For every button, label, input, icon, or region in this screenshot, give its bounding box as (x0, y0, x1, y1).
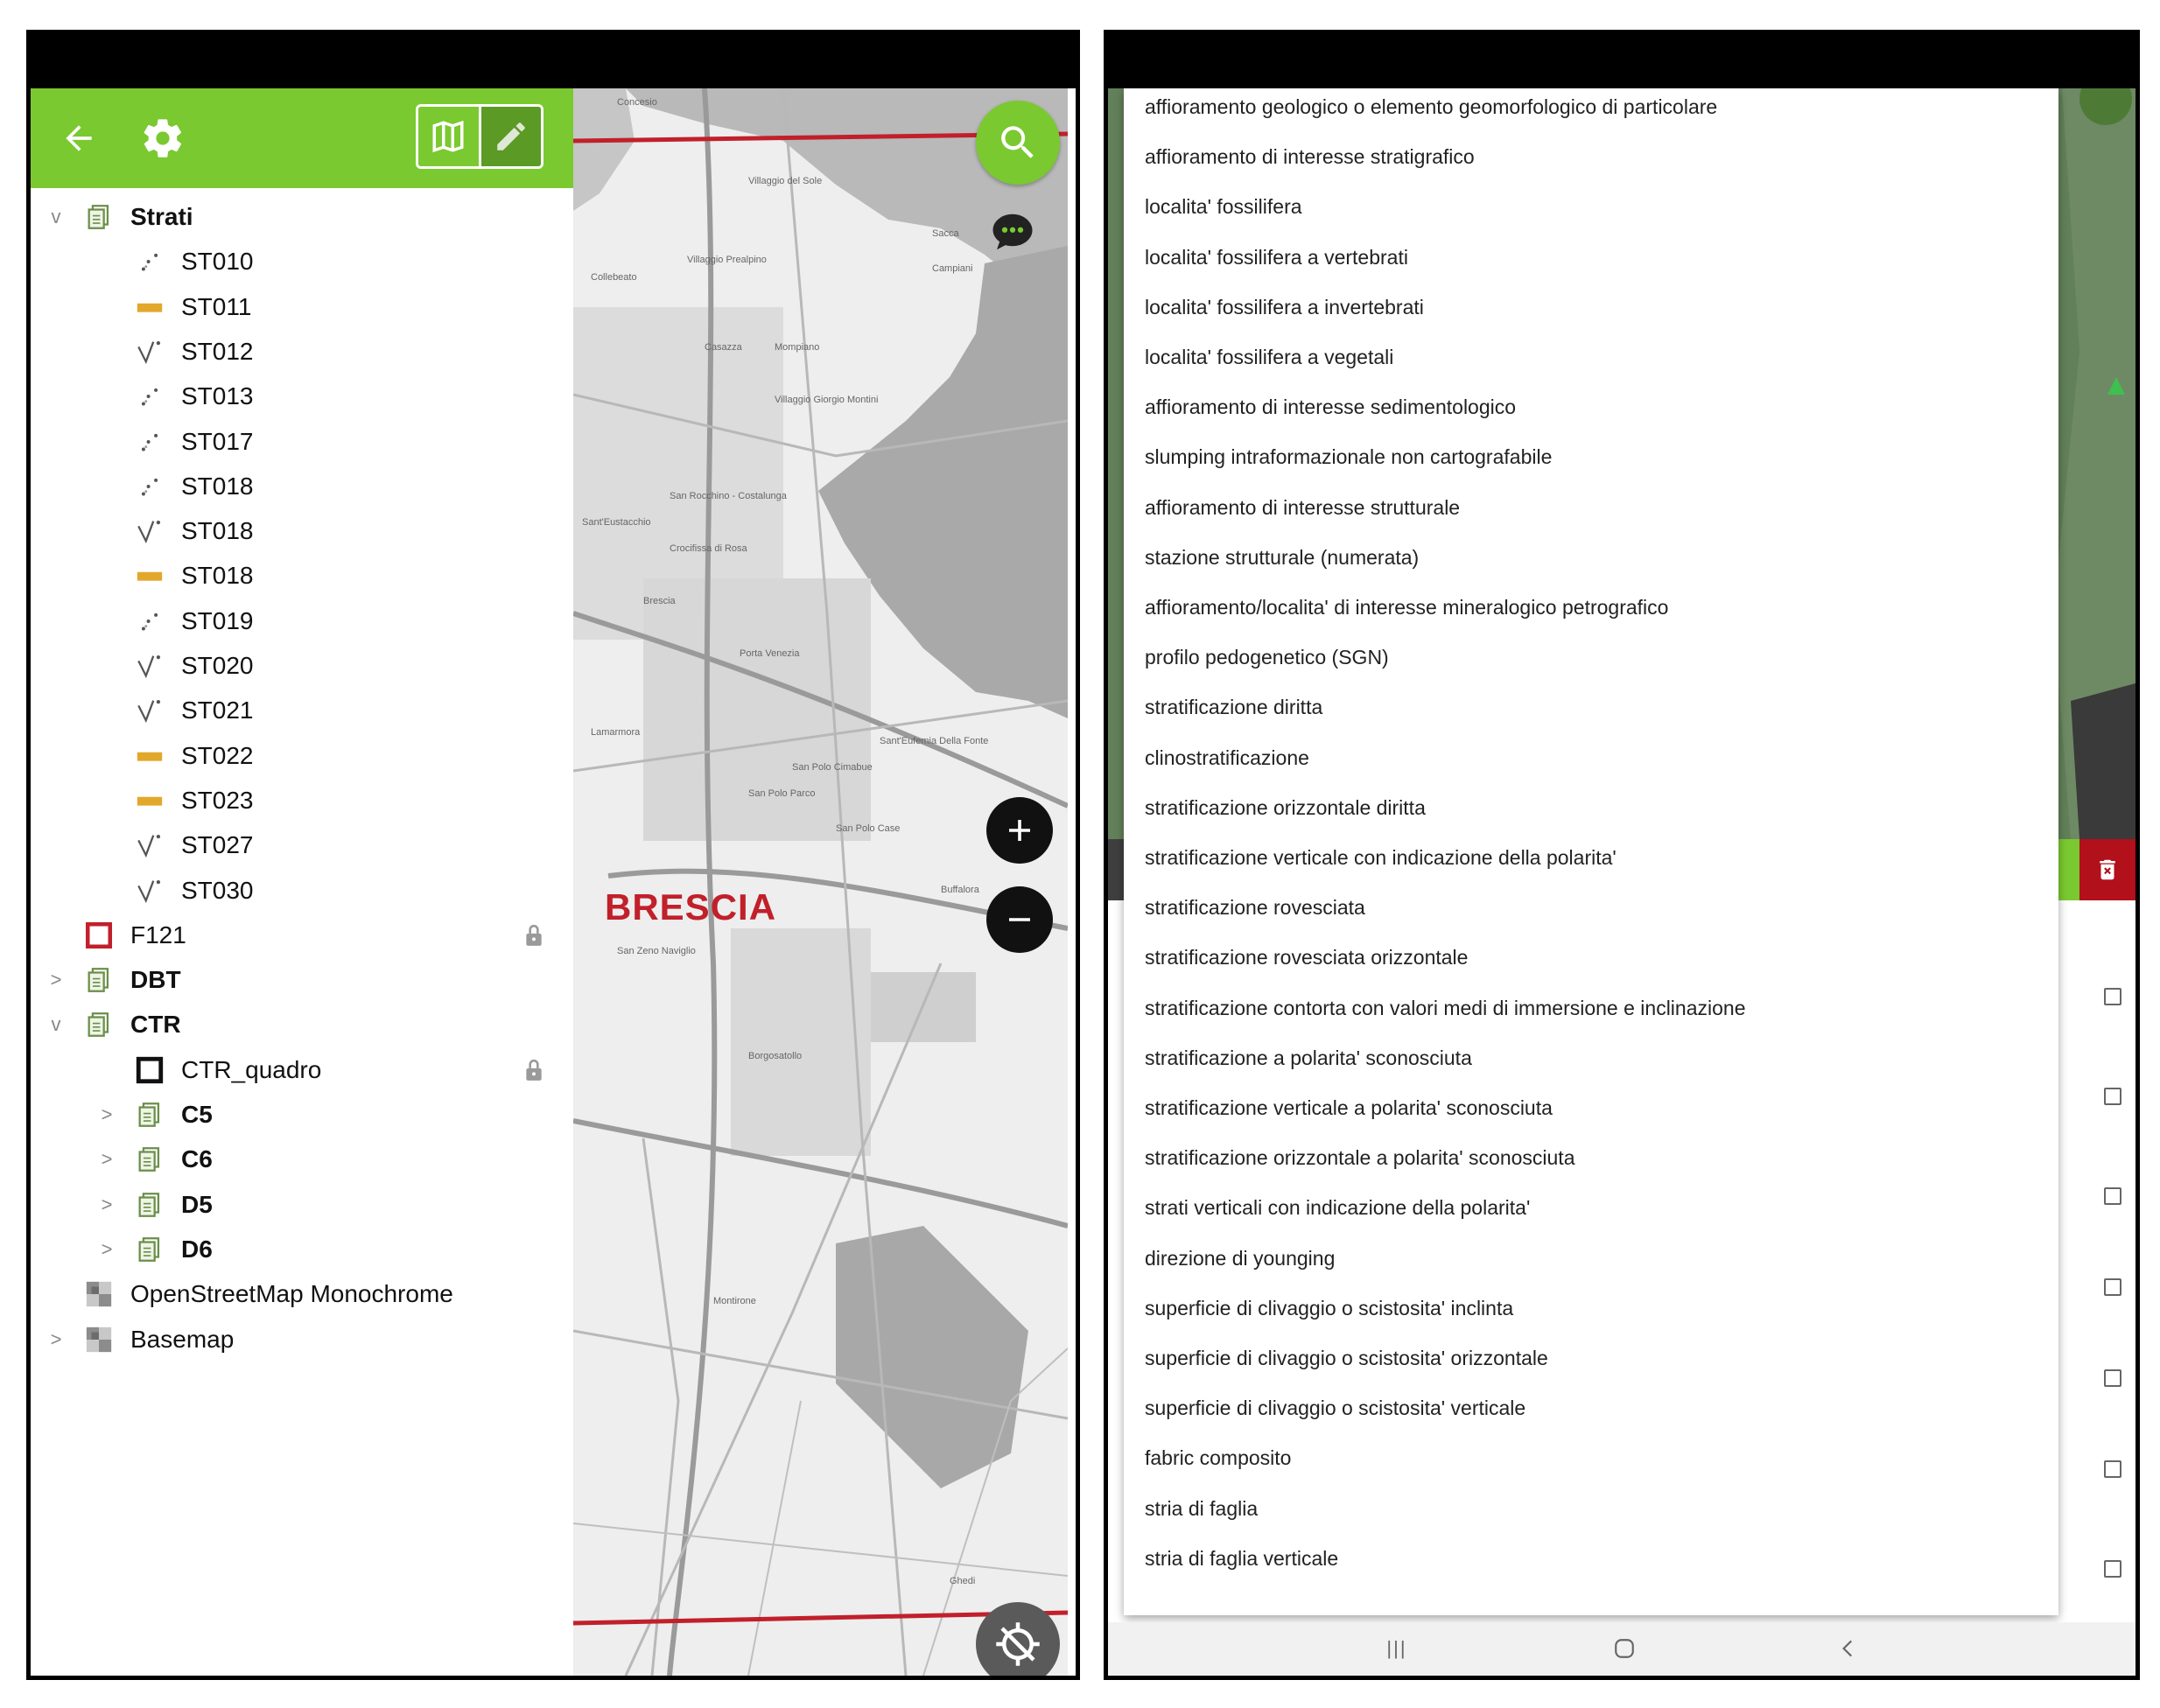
polygon-icon (132, 558, 167, 593)
dropdown-option[interactable]: stratificazione verticale a polarita' sconosciuta (1145, 1096, 1553, 1119)
layer-row[interactable] (31, 1048, 573, 1092)
pencil-icon (493, 118, 529, 155)
map-mode-button[interactable] (418, 107, 481, 166)
map-place-label: Collebeato (591, 272, 637, 283)
dropdown-option[interactable]: stratificazione orizzontale diritta (1145, 795, 1426, 819)
map-place-label: Brescia (643, 596, 676, 606)
checkbox[interactable] (2104, 1088, 2121, 1105)
layer-label: ST010 (181, 248, 254, 276)
layer-group-icon (132, 1232, 167, 1267)
dropdown-option[interactable]: fabric composito (1145, 1446, 1292, 1470)
back-button[interactable] (48, 108, 109, 169)
chevron-right-icon[interactable]: > (50, 1327, 62, 1350)
point-icon (132, 424, 167, 459)
checkbox[interactable] (2104, 1369, 2121, 1387)
right-screenshot (1104, 30, 2140, 1680)
zoom-in-button[interactable] (986, 797, 1053, 864)
layer-label: ST020 (181, 652, 254, 679)
red-square-icon (81, 918, 116, 953)
dropdown-option[interactable]: stria di faglia verticale (1145, 1546, 1339, 1570)
layer-row[interactable] (31, 240, 573, 284)
line-icon (132, 648, 167, 683)
dropdown-option[interactable]: superficie di clivaggio o scistosita' verticale (1145, 1396, 1526, 1420)
layer-row[interactable] (31, 958, 573, 1002)
layer-label: OpenStreetMap Monochrome (130, 1280, 453, 1308)
map-place-label: Lamarmora (591, 727, 641, 738)
map-place-label: Ghedi (950, 1576, 976, 1586)
map-background (573, 88, 1068, 1676)
map-city-label: BRESCIA (605, 886, 777, 928)
map-icon (430, 118, 466, 155)
layer-row[interactable] (31, 1228, 573, 1271)
map-place-label: Mompiano (775, 342, 820, 353)
recents-button[interactable] (1371, 1631, 1423, 1666)
layer-row[interactable] (31, 1003, 573, 1046)
layer-row[interactable] (31, 914, 573, 957)
back-nav-button[interactable] (1822, 1631, 1875, 1666)
chat-button[interactable] (988, 207, 1037, 256)
layer-row[interactable] (31, 1272, 573, 1316)
map-place-label: Sant'Eufemia Della Fonte (880, 736, 989, 746)
layer-label: D5 (181, 1190, 213, 1218)
dropdown-option[interactable]: strati verticali con indicazione della polarita' (1145, 1196, 1531, 1220)
layer-row[interactable] (31, 644, 573, 688)
status-bar (31, 34, 1076, 88)
dropdown-option[interactable]: localita' fossilifera a invertebrati (1145, 295, 1424, 318)
dropdown-option[interactable]: stratificazione rovesciata (1145, 896, 1365, 920)
edit-mode-button[interactable] (481, 107, 542, 166)
layer-label: D6 (181, 1235, 213, 1263)
map-place-label: San Rocchino - Costalunga (670, 491, 787, 501)
layer-label: ST013 (181, 382, 254, 410)
home-button[interactable] (1598, 1631, 1651, 1666)
line-icon (132, 514, 167, 549)
dropdown-option[interactable]: clinostratificazione (1145, 746, 1309, 769)
chevron-right-icon[interactable]: > (101, 1148, 113, 1171)
layer-group-icon (132, 1142, 167, 1177)
line-icon (132, 828, 167, 863)
dropdown-option[interactable]: stratificazione contorta con valori medi di immersione e inclinazione (1145, 996, 1746, 1019)
map-place-label: Casazza (705, 342, 742, 353)
map-place-label: San Polo Parco (748, 788, 816, 799)
zoom-out-button[interactable] (986, 886, 1053, 953)
checkbox[interactable] (2104, 988, 2121, 1005)
dropdown-option[interactable]: stazione strutturale (numerata) (1145, 545, 1420, 569)
dropdown-option[interactable]: affioramento di interesse stratigrafico (1145, 145, 1475, 169)
checkbox[interactable] (2104, 1187, 2121, 1205)
layer-label: CTR (130, 1011, 181, 1039)
map-place-label: San Polo Cimabue (792, 762, 873, 773)
layer-row[interactable] (31, 779, 573, 822)
layer-label: C6 (181, 1145, 213, 1173)
layer-row[interactable] (31, 823, 573, 867)
dropdown-option[interactable]: superficie di clivaggio o scistosita' orizzontale (1145, 1347, 1548, 1369)
layer-label: ST018 (181, 562, 254, 590)
layer-label: C5 (181, 1101, 213, 1128)
layer-label: ST017 (181, 427, 254, 455)
chevron-right-icon[interactable]: > (101, 1237, 113, 1260)
dropdown-option[interactable]: stratificazione orizzontale a polarita' sconosciuta (1145, 1146, 1575, 1170)
dropdown-option[interactable]: stratificazione rovesciata orizzontale (1145, 946, 1469, 970)
dropdown-option[interactable]: slumping intraformazionale non cartografabile (1145, 445, 1553, 469)
chevron-left-icon (1837, 1637, 1860, 1660)
chevron-right-icon[interactable]: > (101, 1103, 113, 1125)
layer-label: ST023 (181, 786, 254, 814)
map-place-label: Villaggio Prealpino (687, 255, 767, 265)
home-icon (1613, 1637, 1636, 1660)
form-accent-strip (2055, 839, 2079, 900)
layer-label: ST012 (181, 337, 254, 365)
chevron-down-icon[interactable]: v (51, 206, 61, 228)
raster-icon (81, 1277, 116, 1312)
layer-label: DBT (130, 966, 181, 994)
dropdown-option[interactable]: superficie di clivaggio o scistosita' inclinta (1145, 1296, 1514, 1320)
layer-label: F121 (130, 920, 186, 948)
map-place-label: San Polo Case (836, 823, 901, 834)
dropdown-option[interactable]: stratificazione diritta (1145, 696, 1323, 719)
layer-row[interactable] (31, 1183, 573, 1227)
layer-panel (31, 88, 573, 1676)
map-view[interactable] (573, 88, 1068, 1676)
map-place-label: Campiani (932, 263, 973, 274)
dropdown-option[interactable]: direzione di younging (1145, 1246, 1336, 1270)
chevron-right-icon[interactable]: > (50, 969, 62, 991)
layer-label: ST019 (181, 606, 254, 634)
mode-toggle[interactable] (416, 104, 544, 169)
layer-group-icon (81, 1007, 116, 1042)
map-place-label: Buffalora (941, 885, 979, 895)
layer-row[interactable] (31, 554, 573, 598)
layer-group-icon (81, 962, 116, 998)
point-icon (132, 379, 167, 414)
polygon-icon (132, 290, 167, 325)
dropdown-option[interactable]: affioramento di interesse sedimentologico (1145, 396, 1517, 419)
dropdown-option[interactable]: affioramento geologico o elemento geomorfologico di particolare (1145, 95, 1718, 118)
options-dropdown (1124, 88, 2058, 1615)
layer-row[interactable] (31, 285, 573, 329)
layer-row[interactable] (31, 1318, 573, 1362)
layer-row[interactable] (31, 330, 573, 374)
map-place-label: Villaggio Giorgio Montini (775, 395, 879, 405)
dropdown-option[interactable]: profilo pedogenetico (SGN) (1145, 646, 1389, 669)
line-icon (132, 334, 167, 369)
layer-row[interactable] (31, 689, 573, 732)
dropdown-option[interactable]: affioramento di interesse strutturale (1145, 495, 1461, 519)
layer-row[interactable] (31, 599, 573, 643)
line-icon (132, 873, 167, 908)
gear-icon (140, 116, 186, 161)
layer-row[interactable] (31, 869, 573, 913)
chevron-right-icon[interactable]: > (101, 1193, 113, 1215)
point-icon (132, 469, 167, 504)
settings-button[interactable] (132, 108, 193, 169)
recents-icon: ||| (1386, 1637, 1407, 1659)
point-icon (132, 244, 167, 279)
dropdown-option[interactable]: localita' fossilifera (1145, 195, 1302, 219)
layer-label: CTR_quadro (181, 1055, 322, 1083)
layer-panel-header (31, 88, 573, 188)
layer-row[interactable] (31, 734, 573, 778)
map-place-label: Porta Venezia (740, 648, 800, 659)
line-icon (132, 693, 167, 728)
trash-icon (2094, 855, 2121, 885)
map-place-label: Sacca (932, 228, 959, 239)
left-screenshot (26, 30, 1080, 1680)
gps-off-icon (994, 1620, 1041, 1668)
layer-label: Basemap (130, 1325, 235, 1353)
map-place-label: Villaggio del Sole (748, 176, 823, 186)
search-icon (996, 121, 1040, 164)
layer-label: ST030 (181, 876, 254, 904)
layer-label: ST027 (181, 831, 254, 859)
black-square-icon (132, 1053, 167, 1088)
delete-button[interactable] (2079, 839, 2135, 900)
layer-group-icon (132, 1097, 167, 1132)
map-place-label: Concesio (617, 97, 657, 108)
dropdown-option[interactable]: stratificazione verticale con indicazione della polarita' (1145, 846, 1616, 869)
layer-label: ST021 (181, 696, 254, 724)
dropdown-option[interactable]: stratificazione a polarita' sconosciuta (1145, 1046, 1472, 1069)
dropdown-option[interactable]: stria di faglia (1145, 1496, 1259, 1520)
checkbox[interactable] (2104, 1460, 2121, 1478)
android-nav-bar (1108, 1622, 2135, 1676)
dropdown-option[interactable]: affioramento/localita' di interesse mineralogico petrografico (1145, 596, 1669, 619)
map-place-label: San Zeno Naviglio (617, 946, 696, 956)
checkbox[interactable] (2104, 1560, 2121, 1578)
lock-icon (521, 1055, 547, 1085)
layer-label: ST018 (181, 517, 254, 545)
dropdown-option[interactable]: localita' fossilifera a vertebrati (1145, 245, 1408, 269)
map-place-label: Crocifissa di Rosa (670, 543, 747, 554)
layer-row[interactable] (31, 420, 573, 464)
polygon-icon (132, 738, 167, 774)
map-place-label: Sant'Eustacchio (582, 517, 651, 528)
lock-icon (521, 920, 547, 950)
layer-row[interactable] (31, 1138, 573, 1181)
layer-label: ST022 (181, 741, 254, 769)
plus-icon (1004, 815, 1035, 846)
layer-label: Strati (130, 203, 193, 230)
layer-row[interactable] (31, 374, 573, 418)
layer-group-icon (81, 200, 116, 234)
status-bar (1108, 34, 2135, 88)
layer-label: ST018 (181, 472, 254, 500)
layer-label: ST011 (181, 292, 252, 320)
layer-row[interactable] (31, 1093, 573, 1137)
minus-icon (1004, 904, 1035, 935)
arrow-left-icon (60, 119, 98, 158)
point-icon (132, 604, 167, 639)
layer-group-icon (132, 1187, 167, 1222)
chat-bubble-icon (989, 208, 1036, 256)
dropdown-option[interactable]: localita' fossilifera a vegetali (1145, 346, 1394, 368)
layer-row[interactable] (31, 465, 573, 508)
search-button[interactable] (976, 101, 1060, 185)
polygon-icon (132, 783, 167, 818)
map-place-label: Montirone (713, 1296, 756, 1306)
raster-icon (81, 1322, 116, 1357)
layer-row[interactable] (31, 509, 573, 553)
chevron-down-icon[interactable]: v (51, 1013, 61, 1036)
map-place-label: Borgosatollo (748, 1051, 803, 1061)
layer-row[interactable] (31, 195, 573, 239)
checkbox[interactable] (2104, 1278, 2121, 1296)
